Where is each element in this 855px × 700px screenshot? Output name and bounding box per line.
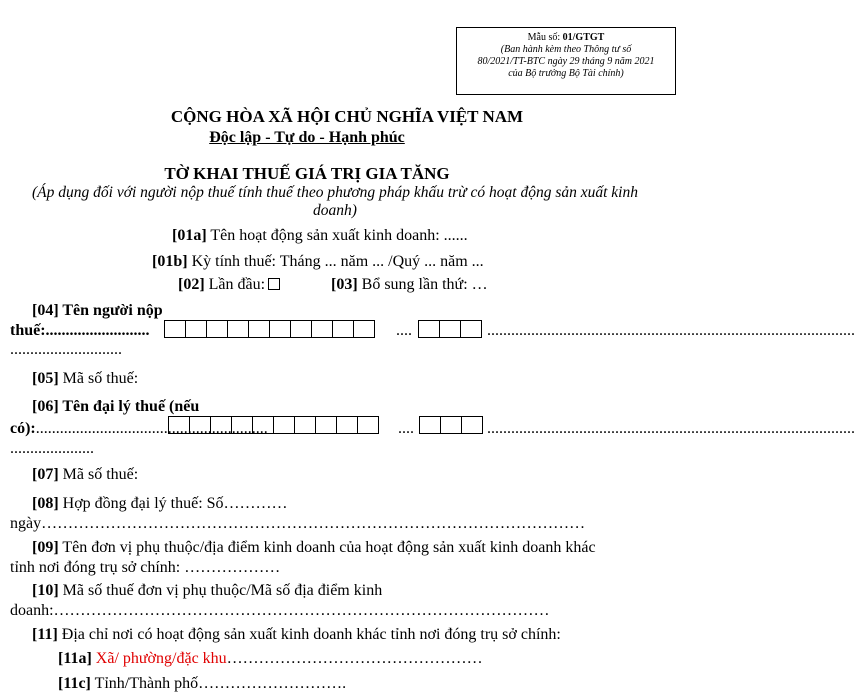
field-11a: [11a] Xã/ phường/đặc khu………………………………………… <box>58 650 483 667</box>
field-02: [02] Lần đầu: <box>178 276 280 294</box>
field-07: [07] Mã số thuế: <box>32 466 139 483</box>
field-11: [11] Địa chỉ nơi có hoạt động sản xuất kinh doanh khác tỉnh nơi đóng trụ sở chính: <box>32 626 561 643</box>
field-10-line2: doanh:………………………………………………………………………………… <box>10 602 550 619</box>
form-code-box <box>456 27 676 95</box>
document-subtitle: (Áp dụng đối với người nộp thuế tính thuế theo phương pháp khấu trừ có hoạt động sản xuất kinh doanh) <box>32 184 638 219</box>
field-08: [08] Hợp đồng đại lý thuế: Số………… <box>32 495 288 512</box>
form-note-3: của Bộ trưởng Bộ Tài chính) <box>508 68 624 79</box>
first-time-checkbox[interactable] <box>268 278 280 290</box>
form-note-2: 80/2021/TT-BTC ngày 29 tháng 9 năm 2021 <box>477 56 655 67</box>
field-06-dots-mid: .... <box>398 420 414 437</box>
field-10: [10] Mã số thuế đơn vị phụ thuộc/Mã số địa điểm kinh <box>32 582 383 599</box>
form-code: Mẫu số: 01/GTGT <box>527 32 605 43</box>
agent-name-cells-b[interactable] <box>419 416 482 434</box>
field-01a: [01a] Tên hoạt động sản xuất kinh doanh: ...... <box>172 227 468 244</box>
country-name: CỘNG HÒA XÃ HỘI CHỦ NGHĨA VIỆT NAM <box>170 107 524 126</box>
field-09: [09] Tên đơn vị phụ thuộc/địa điểm kinh doanh của hoạt động sản xuất kinh doanh khác <box>32 539 596 556</box>
motto: Độc lập - Tự do - Hạnh phúc <box>209 129 405 146</box>
field-09-line2: tỉnh nơi đóng trụ sở chính: ……………… <box>10 559 281 576</box>
field-04-label: [04] Tên người nộp <box>32 302 163 319</box>
field-03: [03] Bổ sung lần thứ: … <box>331 276 488 293</box>
field-01b: [01b] Kỳ tính thuế: Tháng ... năm ... /Quý ... năm ... <box>152 253 484 270</box>
field-04-dots-end: ............................................................................................ <box>487 322 855 339</box>
field-06-dots-end: ............................................................................................ <box>487 420 855 437</box>
field-04-dots-mid: .... <box>396 322 412 339</box>
form-note-1: (Ban hành kèm theo Thông tư số <box>500 44 632 55</box>
field-04-line2: thuế:.......................... <box>10 322 150 339</box>
field-06-line2: có):.......................................................... <box>10 420 268 437</box>
taxpayer-name-cells-b[interactable] <box>418 320 481 338</box>
field-06-label: [06] Tên đại lý thuế (nếu <box>32 398 200 415</box>
field-04-cont: ............................ <box>10 341 122 358</box>
field-08-line2: ngày………………………………………………………………………………………… <box>10 515 586 532</box>
document-title: TỜ KHAI THUẾ GIÁ TRỊ GIA TĂNG <box>164 164 450 183</box>
field-11c: [11c] Tỉnh/Thành phố………………………. <box>58 675 347 692</box>
field-06-cont: ..................... <box>10 440 94 457</box>
taxpayer-name-cells-a[interactable] <box>164 320 374 338</box>
agent-name-cells-a[interactable] <box>168 416 378 434</box>
field-05: [05] Mã số thuế: <box>32 370 139 387</box>
